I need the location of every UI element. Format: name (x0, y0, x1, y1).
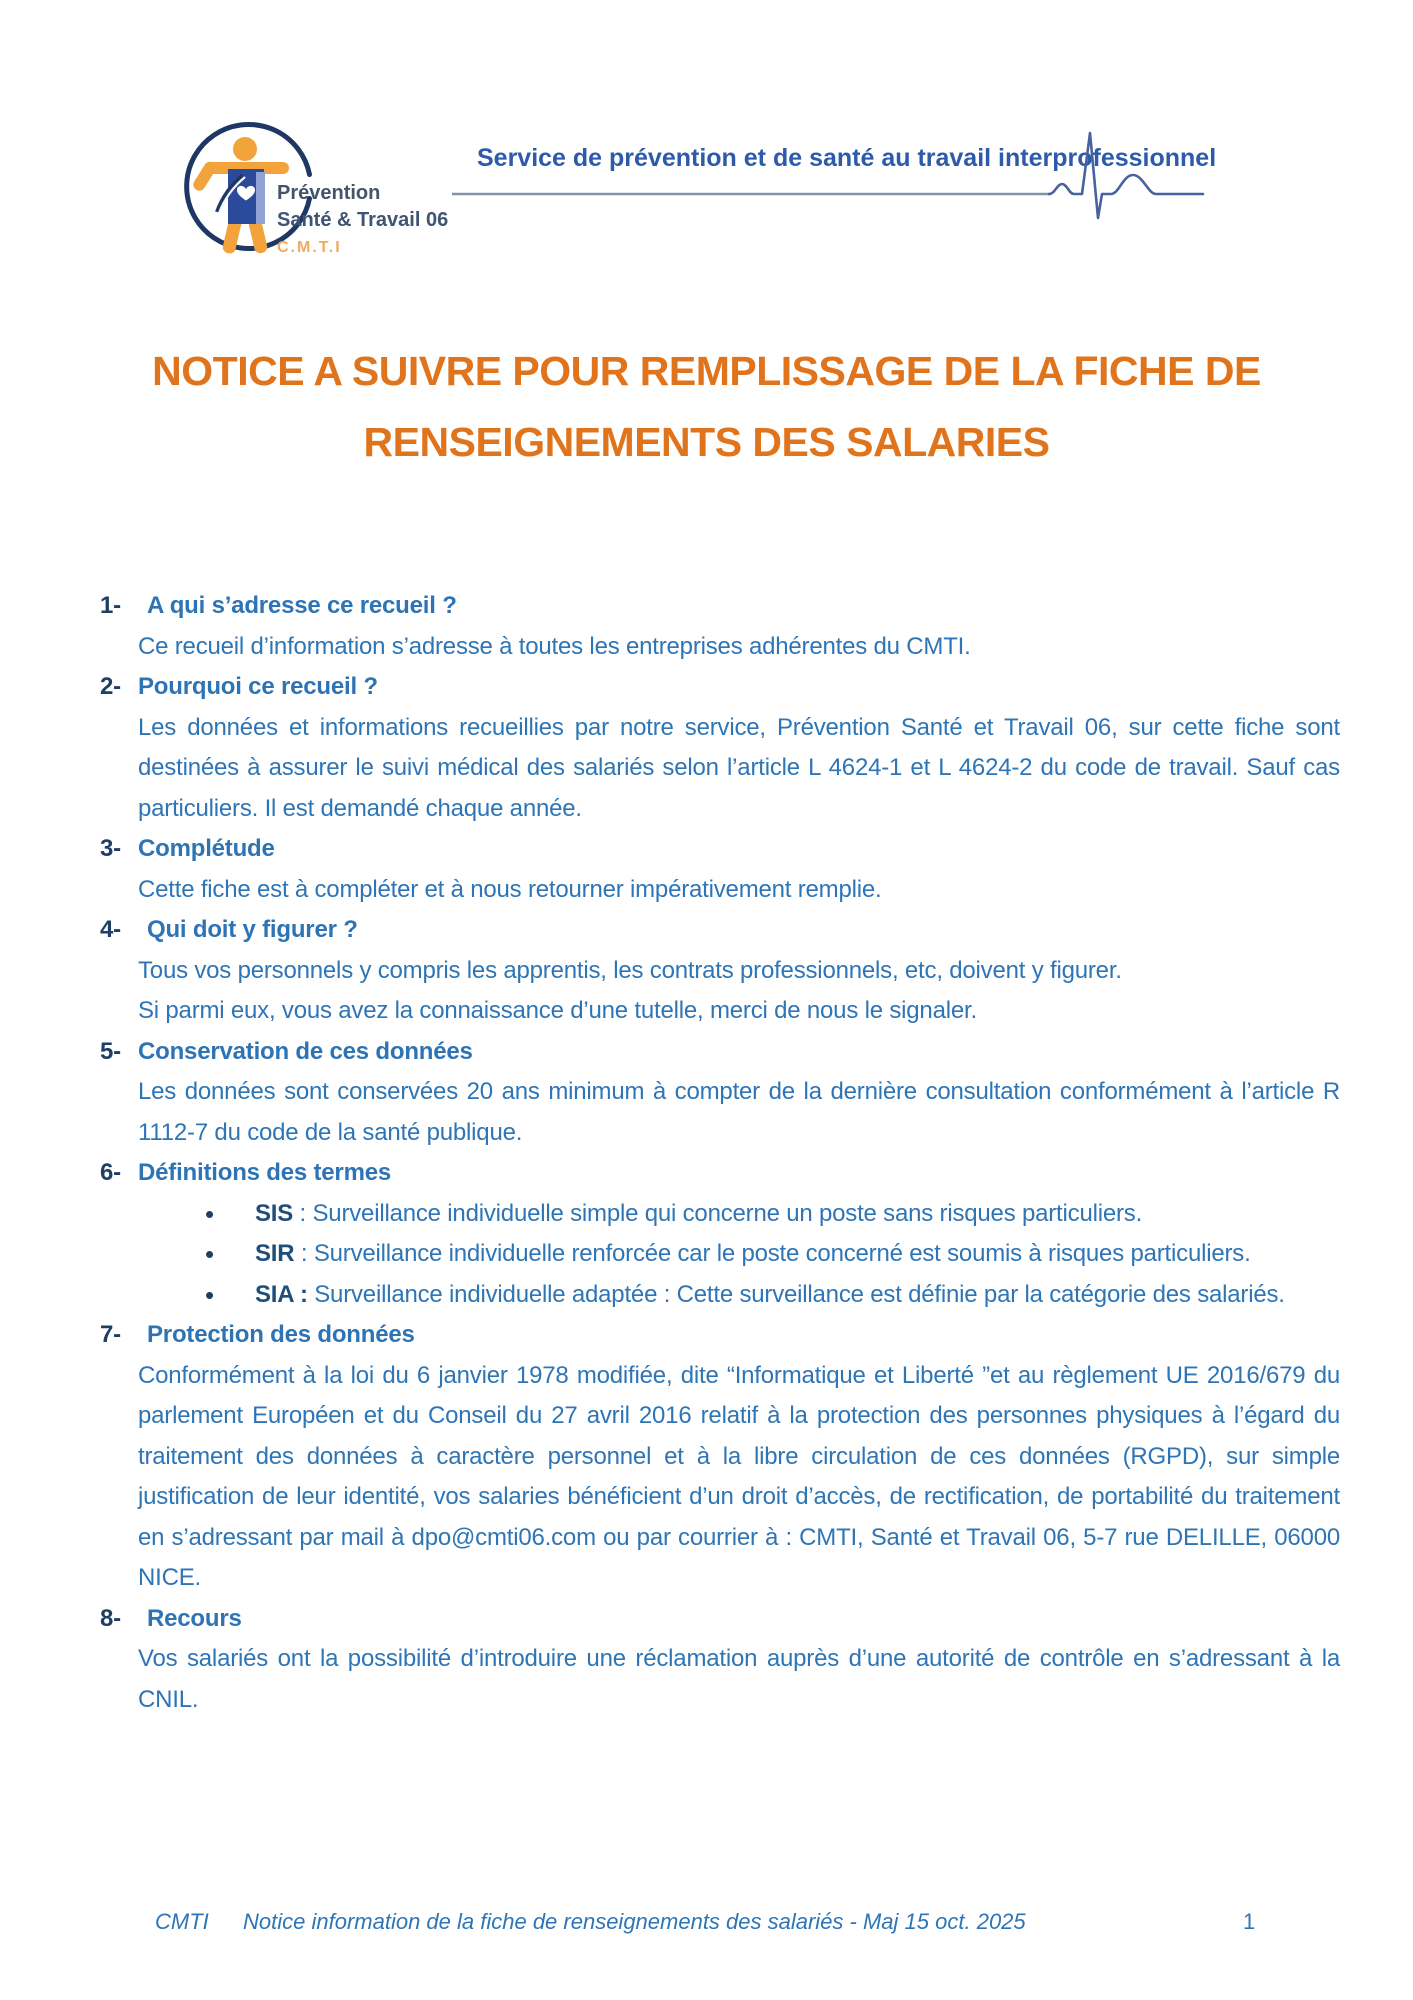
logo-text (277, 180, 448, 261)
footer-page-number: 1 (1243, 1909, 1256, 1934)
section-heading-row (100, 829, 1340, 870)
section-item (100, 1153, 1340, 1315)
bullet-item: • SIS : Surveillance individuelle simple qui concerne un poste sans risques particuliers. (255, 1194, 1340, 1235)
section-heading-row (100, 586, 1340, 627)
section-number: 5- (100, 1037, 121, 1065)
section-heading-row (100, 1032, 1340, 1073)
section-item (100, 1032, 1340, 1154)
sections-list (100, 586, 1340, 1720)
ecg-separator (452, 128, 1208, 229)
section-item (100, 1315, 1340, 1599)
section-paragraph: Cette fiche est à compléter et à nous retourner impérativement remplie. (138, 875, 882, 903)
section-heading: Pourquoi ce recueil ? (138, 673, 378, 700)
section-heading: Protection des données (147, 1321, 415, 1348)
section-number: 4- (100, 916, 121, 943)
logo-line-3: C.M.T.I (277, 239, 342, 256)
section-paragraph: Les données sont conservées 20 ans minimum à compter de la dernière consultation conformément à l’article R 1112-7 du code de la santé publique. (138, 1078, 1340, 1146)
section-heading-row (100, 1315, 1340, 1356)
section-item (100, 829, 1340, 910)
ecg-line-icon (452, 128, 1208, 224)
bullet-item: • SIA : Surveillance individuelle adaptée : Cette surveillance est définie par la catégorie des salariés. (255, 1275, 1340, 1316)
section-heading: Définitions des termes (138, 1159, 392, 1186)
section-item (100, 667, 1340, 829)
section-paragraph: Ce recueil d’information s’adresse à toutes les entreprises adhérentes du CMTI. (138, 632, 971, 660)
section-heading-row (100, 910, 1340, 951)
bullet-term: SIR (255, 1240, 295, 1267)
section-heading-row (100, 1599, 1340, 1640)
section-number: 1- (100, 592, 121, 619)
section-heading: Conservation de ces données (138, 1037, 473, 1065)
section-heading-row (100, 1153, 1340, 1194)
section-item (100, 586, 1340, 667)
section-heading: Qui doit y figurer ? (147, 916, 358, 943)
section-heading: A qui s’adresse ce recueil ? (147, 592, 457, 619)
section-item (100, 910, 1340, 1032)
logo-line-1: Prévention (277, 182, 381, 204)
section-item (100, 1599, 1340, 1721)
section-number: 6- (100, 1159, 121, 1186)
section-paragraph: Tous vos personnels y compris les apprentis, les contrats professionnels, etc, doivent y figurer. (138, 956, 1122, 984)
section-paragraph: Conformément à la loi du 6 janvier 1978 modifiée, dite “Informatique et Liberté ”et au règlement UE 2016/679 du parlement Européen et du Conseil du 27 avril 2016 relatif à la protection des personnes physiques à l’égard du traitement des données à caractère personnel et à la libre circulation de ces données (RGPD), sur simple justification de leur identité, vos salaries bénéficient d’un droit d’accès, de rectification, de portabilité du traitement en s’adressant par mail à dpo@cmti06.com ou par courrier à : CMTI, Santé et Travail 06, 5-7 rue DELILLE, 06000 NICE. (138, 1361, 1340, 1591)
section-number: 3- (100, 835, 121, 862)
section-number: 8- (100, 1604, 121, 1632)
bullet-item: • SIR : Surveillance individuelle renforcée car le poste concerné est soumis à risques particuliers. (255, 1234, 1340, 1275)
bullet-term: SIA : (255, 1280, 308, 1308)
section-number: 2- (100, 673, 121, 700)
footer-brand: CMTI (155, 1909, 209, 1934)
bullet-dot-icon: • (205, 1198, 214, 1229)
section-heading: Recours (147, 1604, 242, 1632)
logo-line-2: Santé & Travail 06 (277, 209, 449, 231)
bullet-term: SIS (255, 1199, 294, 1227)
footer-text: Notice information de la fiche de renseignements des salariés - Maj 15 oct. 2025 (243, 1909, 1026, 1934)
section-heading-row (100, 667, 1340, 708)
bullet-dot-icon: • (205, 1279, 214, 1310)
service-tagline: Service de prévention et de santé au travail interprofessionnel (477, 144, 1217, 172)
section-paragraph: Si parmi eux, vous avez la connaissance d’une tutelle, merci de nous le signaler. (138, 997, 977, 1024)
section-number: 7- (100, 1321, 121, 1348)
page-title-line-1: NOTICE A SUIVRE POUR REMPLISSAGE DE LA FICHE DE (152, 348, 1261, 394)
bullet-dot-icon: • (205, 1239, 214, 1269)
page-title-line-2: RENSEIGNEMENTS DES SALARIES (363, 419, 1050, 465)
section-paragraph: Vos salariés ont la possibilité d’introduire une réclamation auprès d’une autorité de contrôle en s’adressant à la CNIL. (138, 1645, 1340, 1713)
section-heading: Complétude (138, 835, 275, 862)
page-title (0, 336, 1413, 478)
section-paragraph: Les données et informations recueillies par notre service, Prévention Santé et Travail 06, sur cette fiche sont destinées à assurer le suivi médical des salariés selon l’article L 4624-1 et L 4624-2 du code de travail. Sauf cas particuliers. Il est demandé chaque année. (138, 713, 1340, 822)
